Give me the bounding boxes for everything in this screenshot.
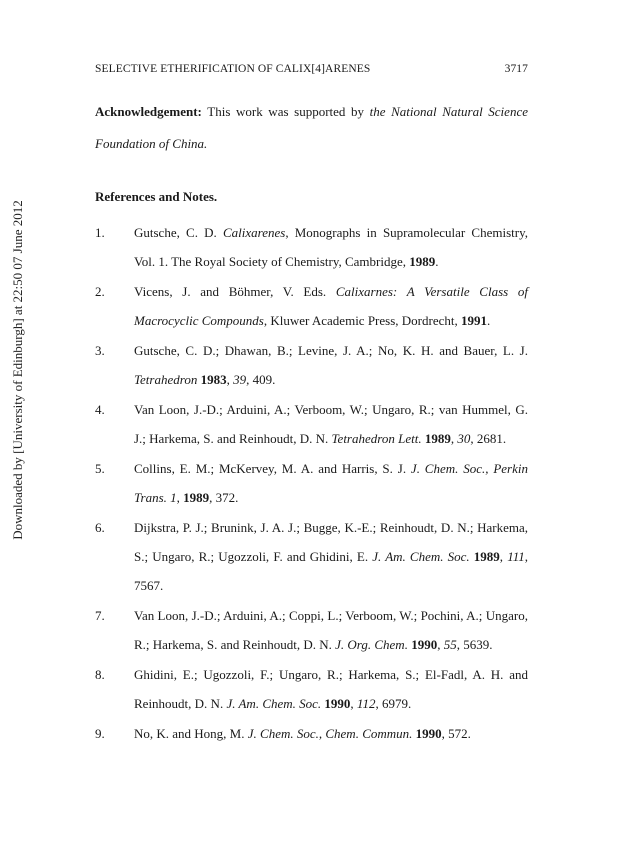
reference-fragment: Calixarenes <box>222 225 286 240</box>
reference-fragment: Ghidini, E.; Ugozzoli, F.; Ungaro, R.; Harkema, S.; El-Fadl, A. H. and Reinhoudt, D. N. <box>134 667 528 711</box>
acknowledgement-text: This work was supported by <box>207 104 365 119</box>
reference-fragment: , 572. <box>441 726 471 741</box>
reference-number: 7. <box>95 608 105 623</box>
reference-text <box>134 719 528 748</box>
reference-fragment: , <box>450 431 458 446</box>
reference-fragment: , <box>176 490 184 505</box>
reference-text <box>134 513 528 600</box>
download-watermark-text: Downloaded by [University of Edinburgh] at 22:50 07 June 2012 <box>10 200 25 540</box>
reference-item <box>95 454 528 512</box>
reference-text <box>134 601 528 659</box>
reference-text <box>134 660 528 718</box>
reference-fragment: 55 <box>443 637 457 652</box>
reference-text <box>134 454 528 512</box>
reference-number: 8. <box>95 667 105 682</box>
reference-fragment: Calixarnes: A Versatile Class of Macrocyclic Compounds <box>134 284 528 328</box>
reference-number: 6. <box>95 520 105 535</box>
references-heading: References and Notes. <box>95 189 218 204</box>
reference-fragment: 1990 <box>411 637 438 652</box>
reference-number: 4. <box>95 402 105 417</box>
download-watermark <box>11 110 25 630</box>
reference-fragment: Dijkstra, P. J.; Brunink, J. A. J.; Bugge, K.-E.; Reinhoudt, D. N.; Harkema, S.; Ungaro, R.; Ugozzoli, F. and Ghidini, E. <box>134 520 528 564</box>
reference-number: 2. <box>95 284 105 299</box>
reference-fragment: 1991 <box>460 313 487 328</box>
reference-fragment: No, K. and Hong, M. <box>134 726 248 741</box>
reference-fragment: Gutsche, C. D. <box>134 225 223 240</box>
reference-fragment: , Kluwer Academic Press, Dordrecht, <box>263 313 461 328</box>
reference-fragment: Van Loon, J.-D.; Arduini, A.; Verboom, W.; Ungaro, R.; van Hummel, G. J.; Harkema, S. and Reinhoudt, D. N. <box>134 402 528 446</box>
reference-fragment: , 409. <box>246 372 276 387</box>
reference-fragment: 1989 <box>424 431 451 446</box>
reference-fragment: Collins, E. M.; McKervey, M. A. and Harris, S. J. <box>134 461 411 476</box>
page-number: 3717 <box>504 63 528 75</box>
reference-item <box>95 336 528 394</box>
reference-item <box>95 719 528 748</box>
reference-fragment: J. Am. Chem. Soc. <box>372 549 470 564</box>
reference-fragment: 1989 <box>409 254 436 269</box>
reference-list <box>95 218 528 749</box>
reference-text <box>134 218 528 276</box>
running-title: SELECTIVE ETHERIFICATION OF CALIX[4]ARENES <box>95 63 371 75</box>
reference-item <box>95 513 528 600</box>
reference-fragment: , 7567. <box>134 549 529 593</box>
reference-fragment: 30 <box>457 431 471 446</box>
reference-fragment: , <box>499 549 508 564</box>
reference-item <box>95 601 528 659</box>
reference-number: 5. <box>95 461 105 476</box>
reference-fragment: 1990 <box>415 726 442 741</box>
reference-fragment: 1989 <box>183 490 210 505</box>
reference-fragment: , <box>350 696 357 711</box>
reference-fragment: , 372. <box>209 490 239 505</box>
reference-fragment: Tetrahedron <box>134 372 198 387</box>
reference-item <box>95 277 528 335</box>
reference-item <box>95 395 528 453</box>
running-head <box>95 63 528 75</box>
reference-fragment: , <box>437 637 444 652</box>
reference-fragment: J. Chem. Soc., Chem. Commun. <box>247 726 413 741</box>
reference-number: 9. <box>95 726 105 741</box>
acknowledgement-funder: the National Natural Science Foundation of China. <box>95 104 528 151</box>
reference-fragment: Van Loon, J.-D.; Arduini, A.; Coppi, L.; Verboom, W.; Pochini, A.; Ungaro, R.; Harkema, S. and Reinhoudt, D. N. <box>134 608 528 652</box>
reference-text <box>134 277 528 335</box>
reference-fragment: 111 <box>507 549 525 564</box>
reference-fragment: 112 <box>356 696 376 711</box>
reference-fragment: . <box>486 313 491 328</box>
reference-fragment: J. Org. Chem. <box>335 637 408 652</box>
acknowledgement-label: Acknowledgement: <box>95 104 202 119</box>
reference-number: 1. <box>95 225 105 240</box>
reference-fragment: 1990 <box>324 696 351 711</box>
reference-item <box>95 660 528 718</box>
reference-number: 3. <box>95 343 105 358</box>
reference-fragment: 1983 <box>200 372 227 387</box>
reference-fragment: 1989 <box>473 549 500 564</box>
reference-fragment: Vicens, J. and Böhmer, V. Eds. <box>134 284 336 299</box>
reference-fragment: Gutsche, C. D.; Dhawan, B.; Levine, J. A.; No, K. H. and Bauer, L. J. <box>134 343 528 358</box>
reference-fragment: J. Chem. Soc., Perkin Trans. 1 <box>134 461 528 505</box>
reference-fragment: , Monographs in Supramolecular Chemistry, Vol. 1. The Royal Society of Chemistry, Cambridge, <box>134 225 528 269</box>
reference-text <box>134 336 528 394</box>
reference-fragment: , <box>226 372 234 387</box>
reference-fragment: , 6979. <box>375 696 412 711</box>
reference-fragment: , 5639. <box>456 637 493 652</box>
reference-fragment: . <box>435 254 439 269</box>
reference-fragment: Tetrahedron Lett. <box>331 431 422 446</box>
reference-text <box>134 395 528 453</box>
reference-fragment: , 2681. <box>470 431 507 446</box>
reference-fragment: J. Am. Chem. Soc. <box>226 696 322 711</box>
acknowledgement <box>95 96 528 160</box>
reference-fragment: 39 <box>233 372 247 387</box>
reference-item <box>95 218 528 276</box>
